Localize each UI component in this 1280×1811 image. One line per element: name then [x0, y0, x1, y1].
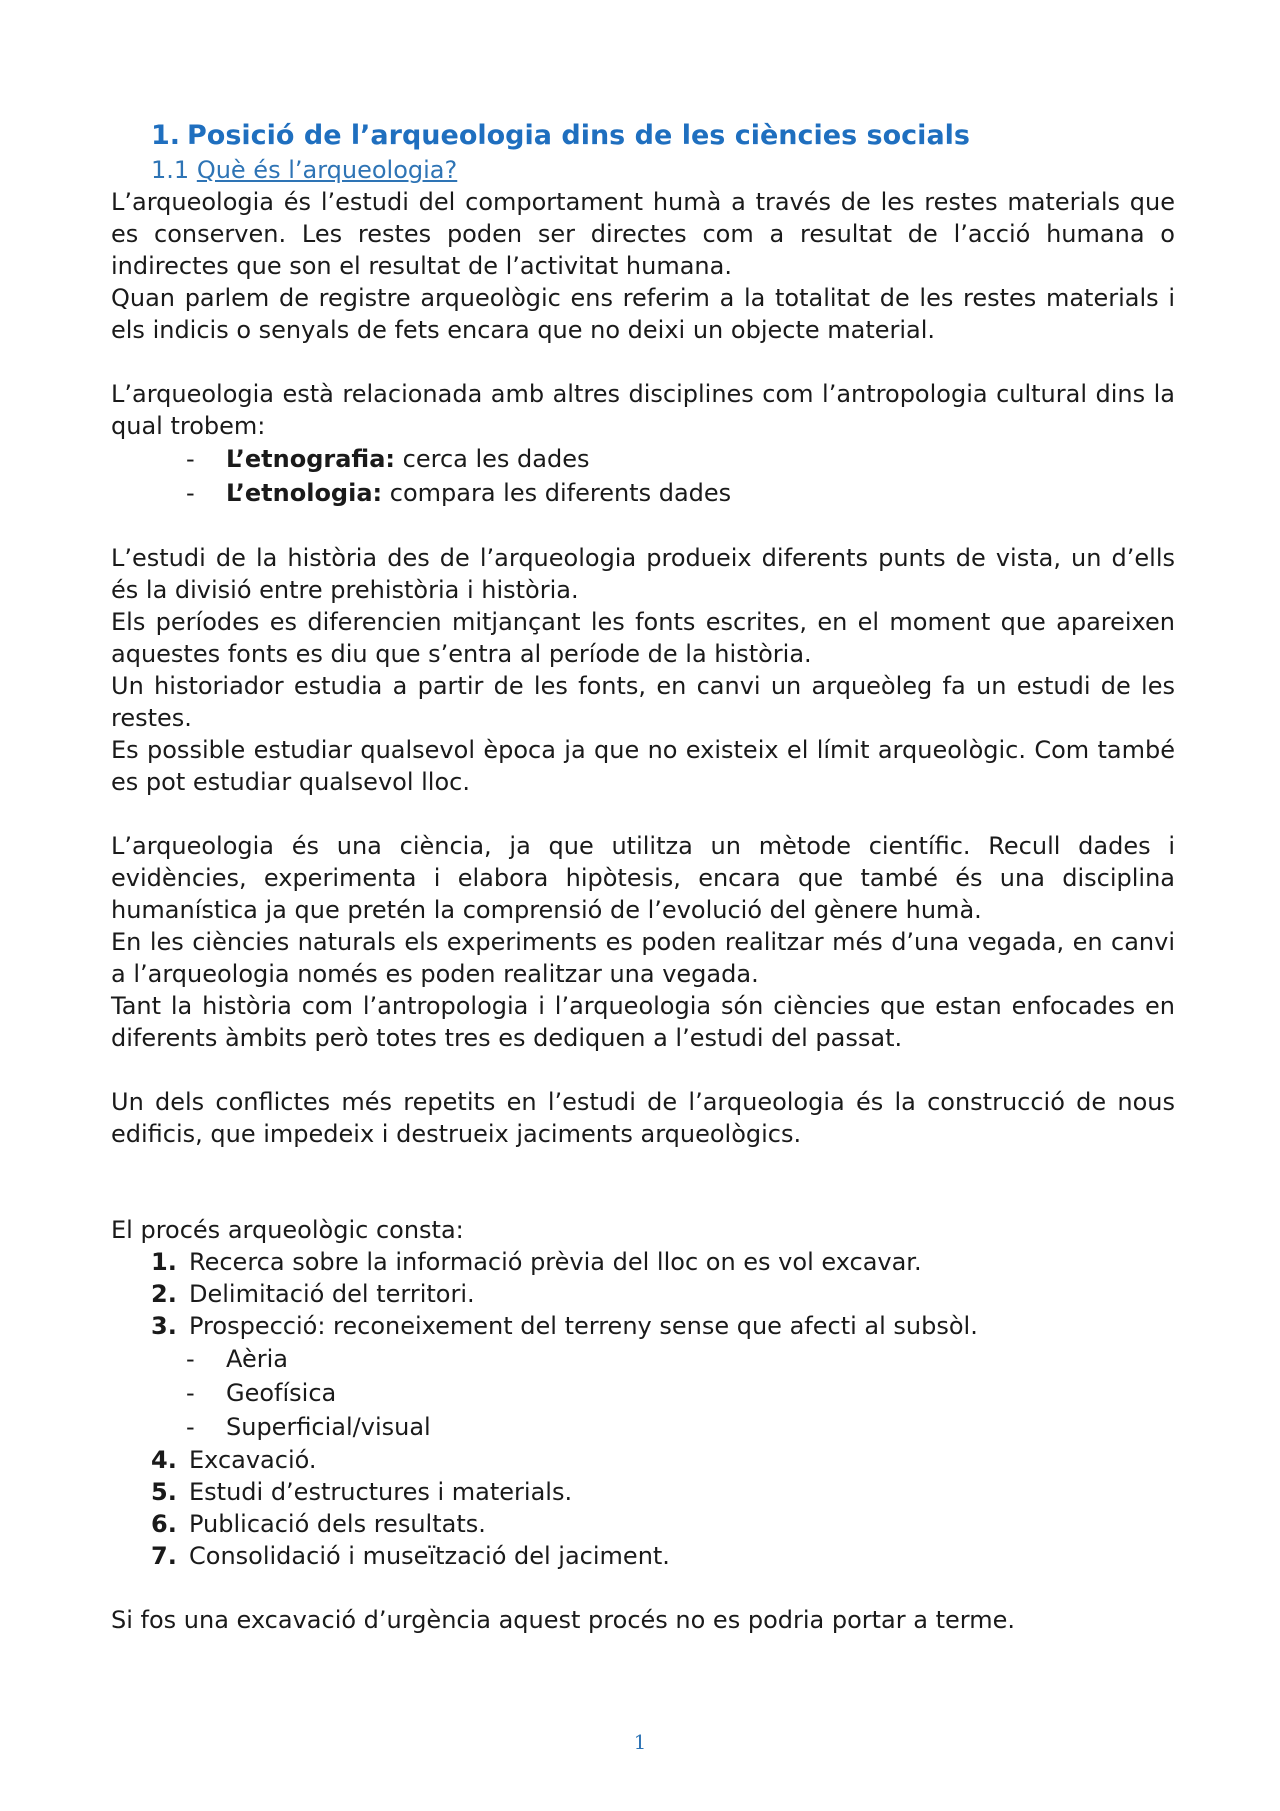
list-item-desc: cerca les dades — [395, 445, 590, 473]
list-item-text: Superficial/visual — [226, 1413, 431, 1441]
paragraph: L’arqueologia és una ciència, ja que utilitza un mètode científic. Recull dades i evidències, experimenta i elabora hipòtesis, encara que també és una disciplina humanística ja que pretén la comprensió de l’evolució del gènere humà. — [111, 832, 1175, 924]
list-item-text: Consolidació i museïtzació del jaciment. — [189, 1542, 670, 1570]
list-item-term: L’etnologia: — [226, 479, 383, 507]
list-item-term: L’etnografia: — [226, 445, 396, 473]
list-item — [111, 1508, 1175, 1540]
list-number: 1. — [151, 1248, 177, 1276]
paragraph: Tant la història com l’antropologia i l’arqueologia són ciències que estan enfocades en diferents àmbits però totes tres es dediquen a l’estudi del passat. — [111, 992, 1175, 1052]
heading-1-number: 1. — [151, 120, 181, 151]
list-number: 5. — [151, 1478, 177, 1506]
list-item — [111, 1540, 1175, 1572]
list-item — [111, 1476, 1175, 1508]
list-item — [111, 1246, 1175, 1278]
list-item — [111, 1376, 1175, 1410]
paragraph: El procés arqueològic consta: — [111, 1216, 464, 1244]
page-number: 1 — [633, 1730, 647, 1754]
list-item — [111, 1444, 1175, 1476]
list-item-text: Geofísica — [226, 1379, 337, 1407]
process-list-continued — [111, 1444, 1175, 1572]
heading-2 — [151, 154, 1175, 186]
list-item — [111, 442, 1175, 476]
heading-1-title: Posició de l’arqueologia dins de les ciències socials — [187, 120, 970, 151]
paragraph: Un historiador estudia a partir de les fonts, en canvi un arqueòleg fa un estudi de les restes. — [111, 672, 1175, 732]
page-content — [111, 118, 1175, 1636]
heading-2-title[interactable]: Què és l’arqueologia? — [196, 156, 458, 184]
paragraph: L’arqueologia és l’estudi del comportament humà a través de les restes materials que es conserven. Les restes poden ser directes com a resultat de l’acció humana o indirectes que son el resultat de l’activitat humana. — [111, 188, 1175, 280]
paragraph: Un dels conflictes més repetits en l’estudi de l’arqueologia és la construcció de nous edificis, que impedeix i destrueix jaciments arqueològics. — [111, 1088, 1175, 1148]
dash-bullet: - — [186, 479, 195, 507]
list-item-text: Publicació dels resultats. — [189, 1510, 486, 1538]
spacer — [111, 510, 1175, 542]
list-item-desc: compara les diferents dades — [382, 479, 732, 507]
heading-2-number: 1.1 — [151, 156, 190, 184]
paragraph: En les ciències naturals els experiments es poden realitzar més d’una vegada, en canvi a l’arqueologia només es poden realitzar una vegada. — [111, 928, 1175, 988]
spacer — [111, 798, 1175, 830]
dash-bullet: - — [186, 1379, 195, 1407]
list-number: 6. — [151, 1510, 177, 1538]
list-item-text: Excavació. — [189, 1446, 317, 1474]
list-item — [111, 1410, 1175, 1444]
list-item — [111, 1342, 1175, 1376]
paragraph: L’arqueologia està relacionada amb altres disciplines com l’antropologia cultural dins la qual trobem: — [111, 380, 1175, 440]
prospection-types-list — [111, 1342, 1175, 1444]
list-item-text: Estudi d’estructures i materials. — [189, 1478, 573, 1506]
paragraph: Quan parlem de registre arqueològic ens referim a la totalitat de les restes materials i els indicis o senyals de fets encara que no deixi un objecte material. — [111, 284, 1175, 344]
list-item-text: Aèria — [226, 1345, 289, 1373]
list-item-text: Delimitació del territori. — [189, 1280, 475, 1308]
spacer — [111, 1150, 1175, 1214]
paragraph: L’estudi de la història des de l’arqueologia produeix diferents punts de vista, un d’ells és la divisió entre prehistòria i història. — [111, 544, 1175, 604]
list-number: 4. — [151, 1446, 177, 1474]
spacer — [111, 1054, 1175, 1086]
list-item — [111, 1278, 1175, 1310]
paragraph: Si fos una excavació d’urgència aquest procés no es podria portar a terme. — [111, 1606, 1015, 1634]
list-number: 7. — [151, 1542, 177, 1570]
list-item-text: Prospecció: reconeixement del terreny sense que afecti al subsòl. — [189, 1312, 978, 1340]
process-list — [111, 1246, 1175, 1342]
list-item — [111, 476, 1175, 510]
list-item-text: Recerca sobre la informació prèvia del lloc on es vol excavar. — [189, 1248, 922, 1276]
dash-bullet: - — [186, 1345, 195, 1373]
spacer — [111, 1572, 1175, 1604]
disciplines-list — [111, 442, 1175, 510]
heading-1 — [151, 118, 1175, 154]
dash-bullet: - — [186, 445, 195, 473]
list-item — [111, 1310, 1175, 1342]
list-number: 3. — [151, 1312, 177, 1340]
spacer — [111, 346, 1175, 378]
paragraph: Els períodes es diferencien mitjançant les fonts escrites, en el moment que apareixen aquestes fonts es diu que s’entra al període de la història. — [111, 608, 1175, 668]
dash-bullet: - — [186, 1413, 195, 1441]
list-number: 2. — [151, 1280, 177, 1308]
paragraph: Es possible estudiar qualsevol època ja que no existeix el límit arqueològic. Com també es pot estudiar qualsevol lloc. — [111, 736, 1175, 796]
